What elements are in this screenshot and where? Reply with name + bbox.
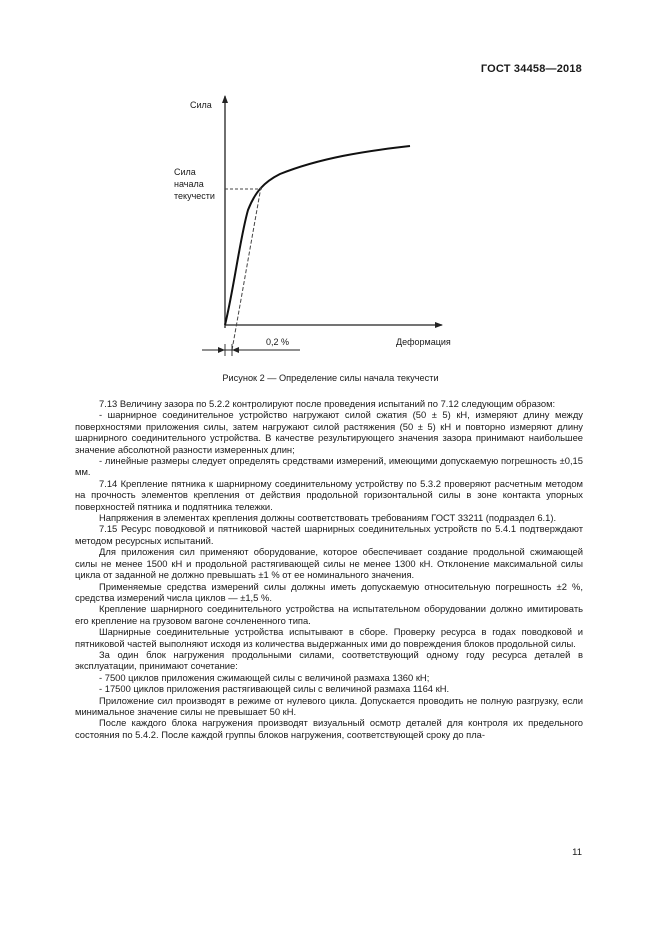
paragraph: Приложение сил производят в режиме от нулевого цикла. Допускается проводить не полную разгрузку, если минимальное значение силы не превышает 50 кН. <box>75 694 583 717</box>
offset-label: 0,2 % <box>266 337 290 347</box>
page-number: 11 <box>572 847 582 858</box>
paragraph: Для приложения сил применяют оборудование, которое обеспечивает создание продольной сжимающей силы не менее 1500 кН и продольной растягивающей силы не менее 1300 кН. Отклонение максимальной силы цикла от заданной не должно превышать ±1 % от ее номинального значения. <box>75 546 583 581</box>
paragraph: - линейные размеры следует определять средствами измерений, имеющими допускаемую погрешность ±0,15 мм. <box>75 455 583 478</box>
yield-label-line-1: Сила <box>174 167 196 177</box>
paragraph: - 7500 циклов приложения сжимающей силы с величиной размаха 1360 кН; <box>99 671 430 683</box>
paragraph: 7.14 Крепление пятника к шарнирному соединительному устройству по 5.3.2 проверяют расчетным методом на прочность элементов крепления от действия продольной горизонтальной силы в зоне контакта упорных поверхностей пятника и подпятника тележки. <box>75 477 583 512</box>
x-axis-label: Деформация <box>396 337 451 347</box>
paragraph: После каждого блока нагружения производят визуальный осмотр деталей для контроля их предельного состояния по 5.4.2. После каждой группы блоков нагружения, соответствующей сроку до пла- <box>75 717 583 740</box>
yield-force-diagram <box>160 88 480 368</box>
yield-label-line-3: текучести <box>174 191 215 201</box>
y-axis-label: Сила <box>190 100 212 110</box>
paragraph: 7.15 Ресурс поводковой и пятниковой частей шарнирных соединительных устройств по 5.4.1 подтверждают методом ресурсных испытаний. <box>75 523 583 546</box>
paragraph: - шарнирное соединительное устройство нагружают силой сжатия (50 ± 5) кН, измеряют длину между поверхностями приложения силы, затем нагружают силой растяжения (50 ± 5) кН и повторно измеряют длину шарнирного соединительного устройства. В качестве результирующего значения зазора принимают наибольшее значение абсолютной разности измеренных длин; <box>75 409 583 455</box>
figure-caption: Рисунок 2 — Определение силы начала текучести <box>222 373 439 383</box>
standard-header: ГОСТ 34458—2018 <box>480 63 582 75</box>
paragraph: Применяемые средства измерений силы должны иметь допускаемую относительную погрешность ±2 %, средства измерений числа циклов — ±1,5 %. <box>75 580 583 603</box>
paragraph: Крепление шарнирного соединительного устройства на испытательном оборудовании должно имитировать его крепление на грузовом вагоне сочлененного типа. <box>75 603 583 626</box>
paragraph: Напряжения в элементах крепления должны соответствовать требованиям ГОСТ 33211 (подраздел 6.1). <box>99 512 557 524</box>
body-text <box>75 398 583 740</box>
yield-label-line-2: начала <box>174 179 204 189</box>
paragraph: За один блок нагружения продольными силами, соответствующий одному году ресурса деталей в эксплуатации, принимают сочетание: <box>75 648 583 672</box>
paragraph: Шарнирные соединительные устройства испытывают в сборе. Проверку ресурса в годах поводковой и пятниковой частей выполняют исходя из количества выдержанных ими до повреждения блоков продольной силы. <box>75 626 583 649</box>
diagram-svg <box>160 88 480 368</box>
paragraph: - 17500 циклов приложения растягивающей силы с величиной размаха 1164 кН. <box>99 683 450 695</box>
paragraph: 7.13 Величину зазора по 5.2.2 контролируют после проведения испытаний по 7.12 следующим образом: <box>99 398 556 409</box>
